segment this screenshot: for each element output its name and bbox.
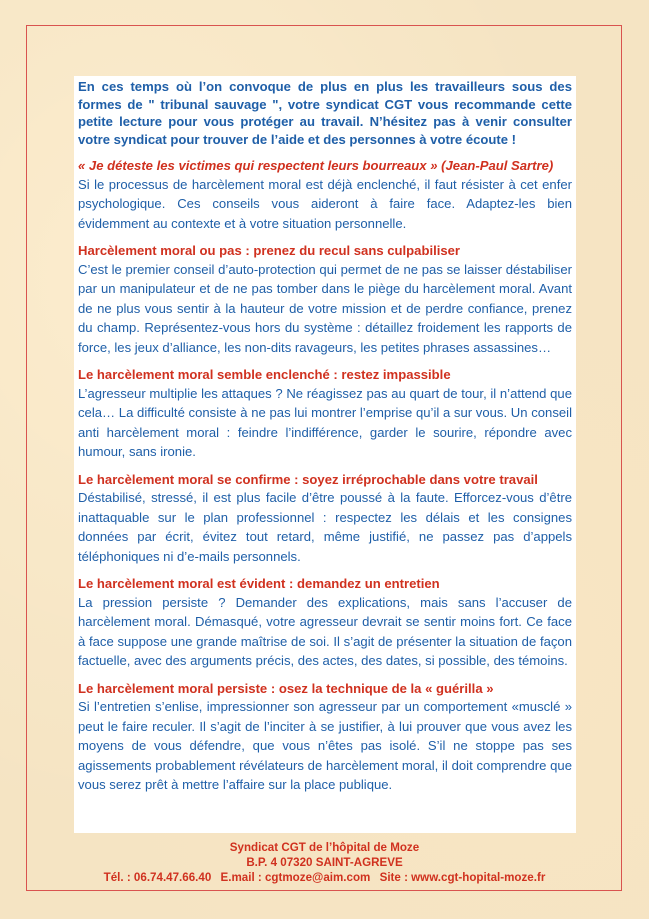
section-heading: Le harcèlement moral se confirme : soyez irréprochable dans votre travail — [78, 471, 538, 487]
section-body: C’est le premier conseil d’auto-protection qui permet de ne pas se laisser déstabiliser par un manipulateur et de ne pas tomber dans le piège du harcèlement moral. Avant de ne plus vous sentir à la hauteur de votre mission et de perdre confiance, prenez du champ. Représentez-vous hors du système : détaillez froidement les rapports de force, les jeux d’alliance, les non-dits ravageurs, les petites phrases assassines… — [78, 261, 572, 355]
section-prenez-du-recul — [78, 242, 572, 357]
section-body: L’agresseur multiplie les attaques ? Ne réagissez pas au quart de tour, il n’attend que cela… La difficulté consiste à ne pas lui montrer l’emprise qu’il a sur vous. Un conseil anti harcèlement moral : feindre l’indifférence, garder le sourire, répondre avec humour, sans ironie. — [78, 385, 572, 459]
section-guerilla — [78, 680, 572, 795]
footer-phone: Tél. : 06.74.47.66.40 — [103, 871, 212, 884]
footer-org-name: Syndicat CGT de l’hôpital de Moze — [229, 841, 420, 854]
section-body: Si le processus de harcèlement moral est déjà enclenché, il faut résister à cet enfer psychologique. Ces conseils vous aideront à faire face. Adaptez-les bien évidemment au contexte et à votre situation personnelle. — [78, 176, 572, 231]
section-demandez-entretien — [78, 575, 572, 671]
section-body: Si l’entretien s’enlise, impressionner son agresseur par un comportement «musclé » peut le faire reculer. Il s’agit de l’inciter à se justifier, à lui prouver que vous avez les moyens de vous défendre, que vous n’êtes pas isolé. S’il ne stoppe pas ses agissements probablement révélateurs de harcèlement moral, il doit comprendre que vous serez prêt à mettre l’affaire sur la place publique. — [78, 699, 572, 792]
footer-contact-line — [0, 870, 649, 885]
footer-email[interactable]: E.mail : cgtmoze@aim.com — [220, 871, 371, 884]
footer-website[interactable]: Site : www.cgt-hopital-moze.fr — [379, 871, 546, 884]
section-body: Déstabilisé, stressé, il est plus facile d’être poussé à la faute. Efforcez-vous d’être inattaquable sur le plan professionnel : respectez les délais et les consignes données par écrit, évitez tout retard, même justifié, ne passez pas d’appels téléphoniques ni d’e-mails personnels. — [78, 490, 572, 564]
section-heading: Le harcèlement moral persiste : osez la technique de la « guérilla » — [78, 680, 494, 696]
section-heading: Harcèlement moral ou pas : prenez du recul sans culpabiliser — [78, 243, 461, 258]
footer-address: B.P. 4 07320 SAINT-AGREVE — [246, 856, 403, 869]
section-heading: Le harcèlement moral est évident : demandez un entretien — [78, 576, 440, 591]
section-restez-impassible — [78, 366, 572, 462]
section-heading: Le harcèlement moral semble enclenché : restez impassible — [78, 367, 451, 382]
section-heading: « Je déteste les victimes qui respectent leurs bourreaux » (Jean-Paul Sartre) — [78, 158, 554, 173]
section-soyez-irreprochable — [78, 471, 572, 567]
content-panel — [74, 76, 576, 833]
section-body: La pression persiste ? Demander des explications, mais sans l’accuser de harcèlement moral. Démasqué, votre agresseur devrait se sentir moins fort. Ce face à face suppose une grande maîtrise de soi. Il s’agit de présenter la situation de façon factuelle, avec des arguments précis, des actes, des dates, si possible, des témoins. — [78, 594, 572, 668]
intro-paragraph: En ces temps où l’on convoque de plus en plus les travailleurs sous des formes de " tribunal sauvage ", votre syndicat CGT vous recommande cette petite lecture pour vous protéger au travail. N’hésitez pas à venir consulter votre syndicat pour trouver de l’aide et des personnes à votre écoute ! — [78, 79, 572, 147]
footer-contact — [0, 840, 649, 885]
section-sartre-quote — [78, 157, 572, 233]
